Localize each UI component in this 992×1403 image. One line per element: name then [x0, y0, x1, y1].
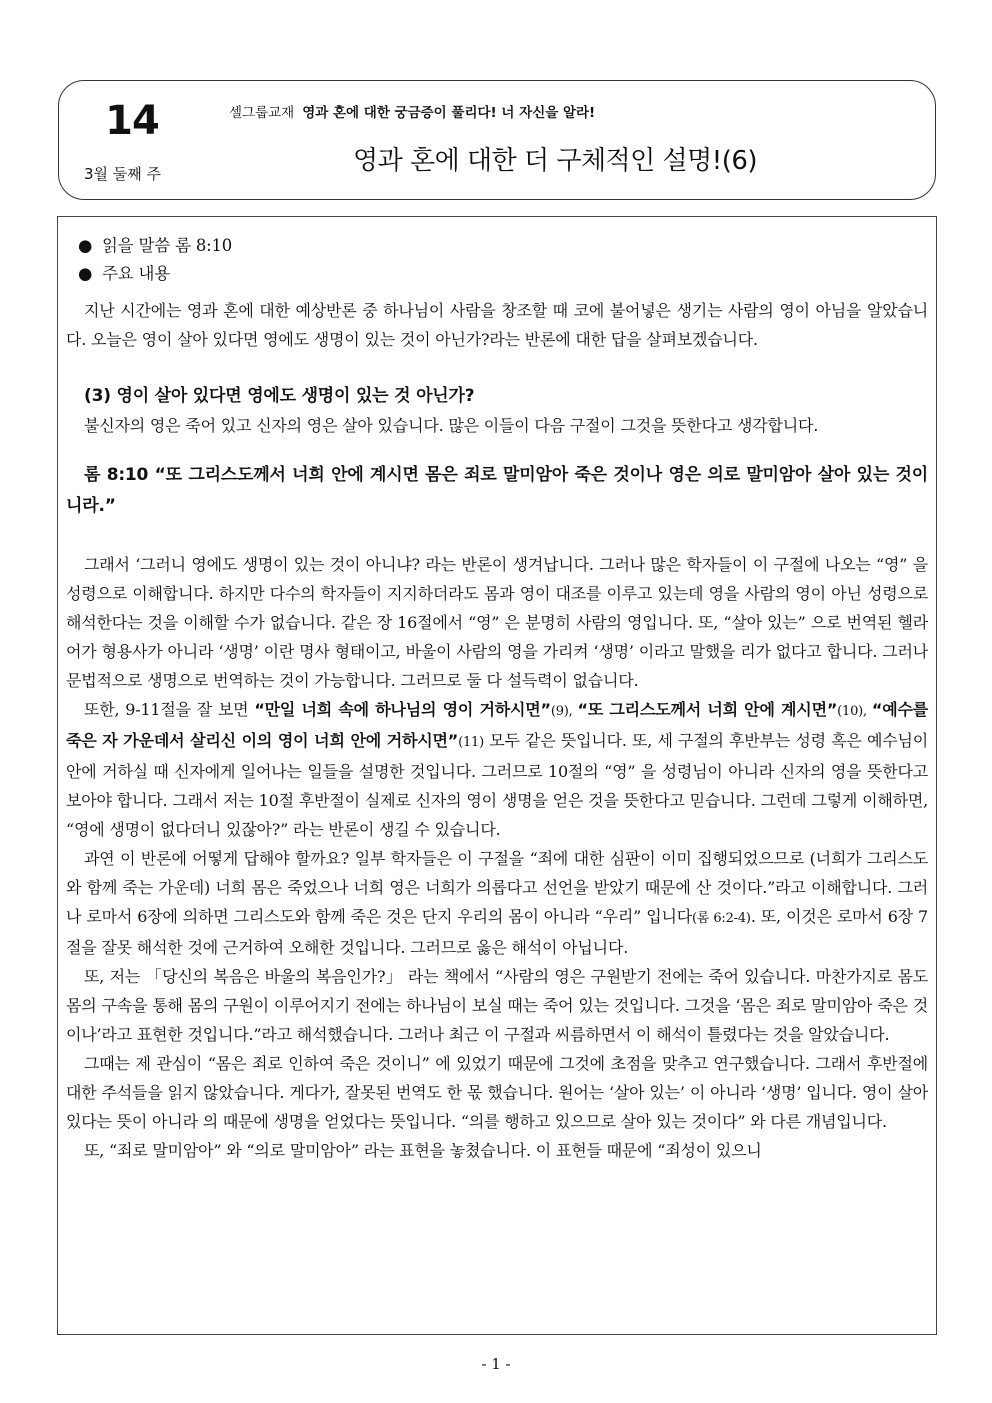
paragraph-2: 불신자의 영은 죽어 있고 신자의 영은 살아 있습니다. 많은 이들이 다음 구절이 그것을 뜻한다고 생각합니다.: [84, 416, 819, 435]
bullet-icon: ●: [78, 264, 93, 283]
section-heading: (3) 영이 살아 있다면 영에도 생명이 있는 것 아닌가?: [84, 386, 475, 406]
quote-verse-10: “또 그리스도께서 너희 안에 계시면”: [577, 700, 838, 719]
series-label: 셀그룹교재: [229, 105, 295, 121]
scripture-reference: (롬 6:2-4): [691, 911, 751, 926]
page-title: 영과 혼에 대한 더 구체적인 설명!(6): [352, 146, 758, 176]
lesson-number: 14: [105, 98, 159, 144]
paragraph-6: 또, 저는 「당신의 복음은 바울의 복음인가?」 라는 책에서 “사람의 영은 구원받기 전에는 죽어 있습니다. 마찬가지로 몸도 몸의 구속을 통해 몸의 구원이 이루어지기 전에는 하나님이 보실 때는 죽어 있는 것입니다. 그것을 ‘몸은 죄로 말미암아 죽은 것이나’라고 표현한 것입니다.”라고 해석했습니다. 그러나 최근 이 구절과 씨름하면서 이 해석이 틀렸다는 것을 알았습니다.: [66, 967, 928, 1044]
quote-verse-9: “만일 너희 속에 하나님의 영이 거하시면”: [254, 700, 551, 719]
summary-label: 주요 내용: [102, 264, 171, 283]
paragraph-4: 또한, 9-11절을 잘 보면 “만일 너희 속에 하나님의 영이 거하시면”(9), “또 그리스도께서 너희 안에 계시면”(10), “예수를 죽은 자 가운데서 살리신 이의 영이 너희 안에 거하시면”(11) 모두 같은 뜻입니다. 또, 세 구절의 후반부는 성령 혹은 예수님이 안에 거하실 때 신자에게 일어나는 일들을 설명한 것입니다. 그러므로 10절의 “영” 을 성령님이 아니라 신자의 영을 뜻한다고 보아야 합니다. 그래서 저는 10절 후반절이 실제로 신자의 영이 생명을 얻은 것을 뜻한다고 믿습니다. 그런데 그렇게 이해하면, “영에 생명이 없다더니 있잖아?” 라는 반론이 생길 수 있습니다.: [66, 700, 928, 839]
week-label: 3월 둘째 주: [84, 165, 162, 183]
series-line: [229, 101, 595, 121]
bible-verse: 롬 8:10 “또 그리스도께서 너희 안에 계시면 몸은 죄로 말미암아 죽은 것이나 영은 의로 말미암아 살아 있는 것이니라.”: [66, 465, 928, 516]
summary-bullet: [66, 260, 928, 288]
paragraph-7: 그때는 제 관심이 “몸은 죄로 인하여 죽은 것이니” 에 있었기 때문에 그것에 초점을 맞추고 연구했습니다. 그래서 후반절에 대한 주석들을 읽지 않았습니다. 게다가, 잘못된 번역도 한 몫 했습니다. 원어는 ‘살아 있는’ 이 아니라 ‘생명’ 입니다. 영이 살아 있다는 뜻이 아니라 의 때문에 생명을 얻었다는 뜻입니다. “의를 행하고 있으므로 살아 있는 것이다” 와 다른 개념입니다.: [66, 1054, 928, 1131]
series-title: 영과 혼에 대한 궁금증이 풀리다! 너 자신을 알라!: [302, 105, 596, 121]
quote-verse-11: “예수를 죽은 자 가운데서 살리신 이의 영이 너희 안에 거하시면”: [66, 700, 928, 750]
paragraph-5: 과연 이 반론에 어떻게 답해야 할까요? 일부 학자들은 이 구절을 “죄에 대한 심판이 이미 집행되었으므로 (너희가 그리스도와 함께 죽는 가운데) 너희 몸은 죽었으나 너희 영은 너희가 의롭다고 선언을 받았기 때문에 산 것이다.”라고 이해합니다. 그러나 로마서 6장에 의하면 그리스도와 함께 죽은 것은 단지 우리의 몸이 아니라 “우리” 입니다(롬 6:2-4). 또, 이것은 로마서 6장 7절을 잘못 해석한 것에 근거하여 오해한 것입니다. 그러므로 옳은 해석이 아닙니다.: [66, 849, 929, 957]
paragraph-3: 그래서 ‘그러니 영에도 생명이 있는 것이 아니냐? 라는 반론이 생겨납니다. 그러나 많은 학자들이 이 구절에 나오는 “영” 을 성령으로 이해합니다. 하지만 다수의 학자들이 지지하더라도 몸과 영이 대조를 이루고 있는데 영을 사람의 영이 아닌 성령으로 해석한다는 것을 이해할 수가 없습니다. 같은 장 16절에서 “영” 은 분명히 사람의 영입니다. 또, “살아 있는” 으로 번역된 헬라어가 형용사가 아니라 ‘생명’ 이란 명사 형태이고, 바울이 사람의 영을 가리켜 ‘생명’ 이라고 말했을 리가 없다고 합니다. 그러나 문법적으로 생명으로 번역하는 것이 가능합니다. 그러므로 둘 다 설득력이 없습니다.: [66, 555, 928, 690]
bullet-icon: ●: [78, 236, 93, 255]
content-body: [66, 232, 928, 1165]
reading-bullet: [66, 232, 928, 260]
paragraph-intro: 지난 시간에는 영과 혼에 대한 예상반론 중 하나님이 사람을 창조할 때 코에 불어넣은 생기는 사람의 영이 아님을 알았습니다. 오늘은 영이 살아 있다면 영에도 생명이 있는 것이 아닌가?라는 반론에 대한 답을 살펴보겠습니다.: [66, 301, 928, 349]
reading-reference: 롬 8:10: [175, 236, 233, 255]
reading-label: 읽을 말씀: [102, 236, 171, 255]
paragraph-8: 또, “죄로 말미암아” 와 “의로 말미암아” 라는 표현을 놓쳤습니다. 이 표현들 때문에 “죄성이 있으니: [84, 1141, 762, 1160]
page-number: - 1 -: [481, 1355, 511, 1373]
